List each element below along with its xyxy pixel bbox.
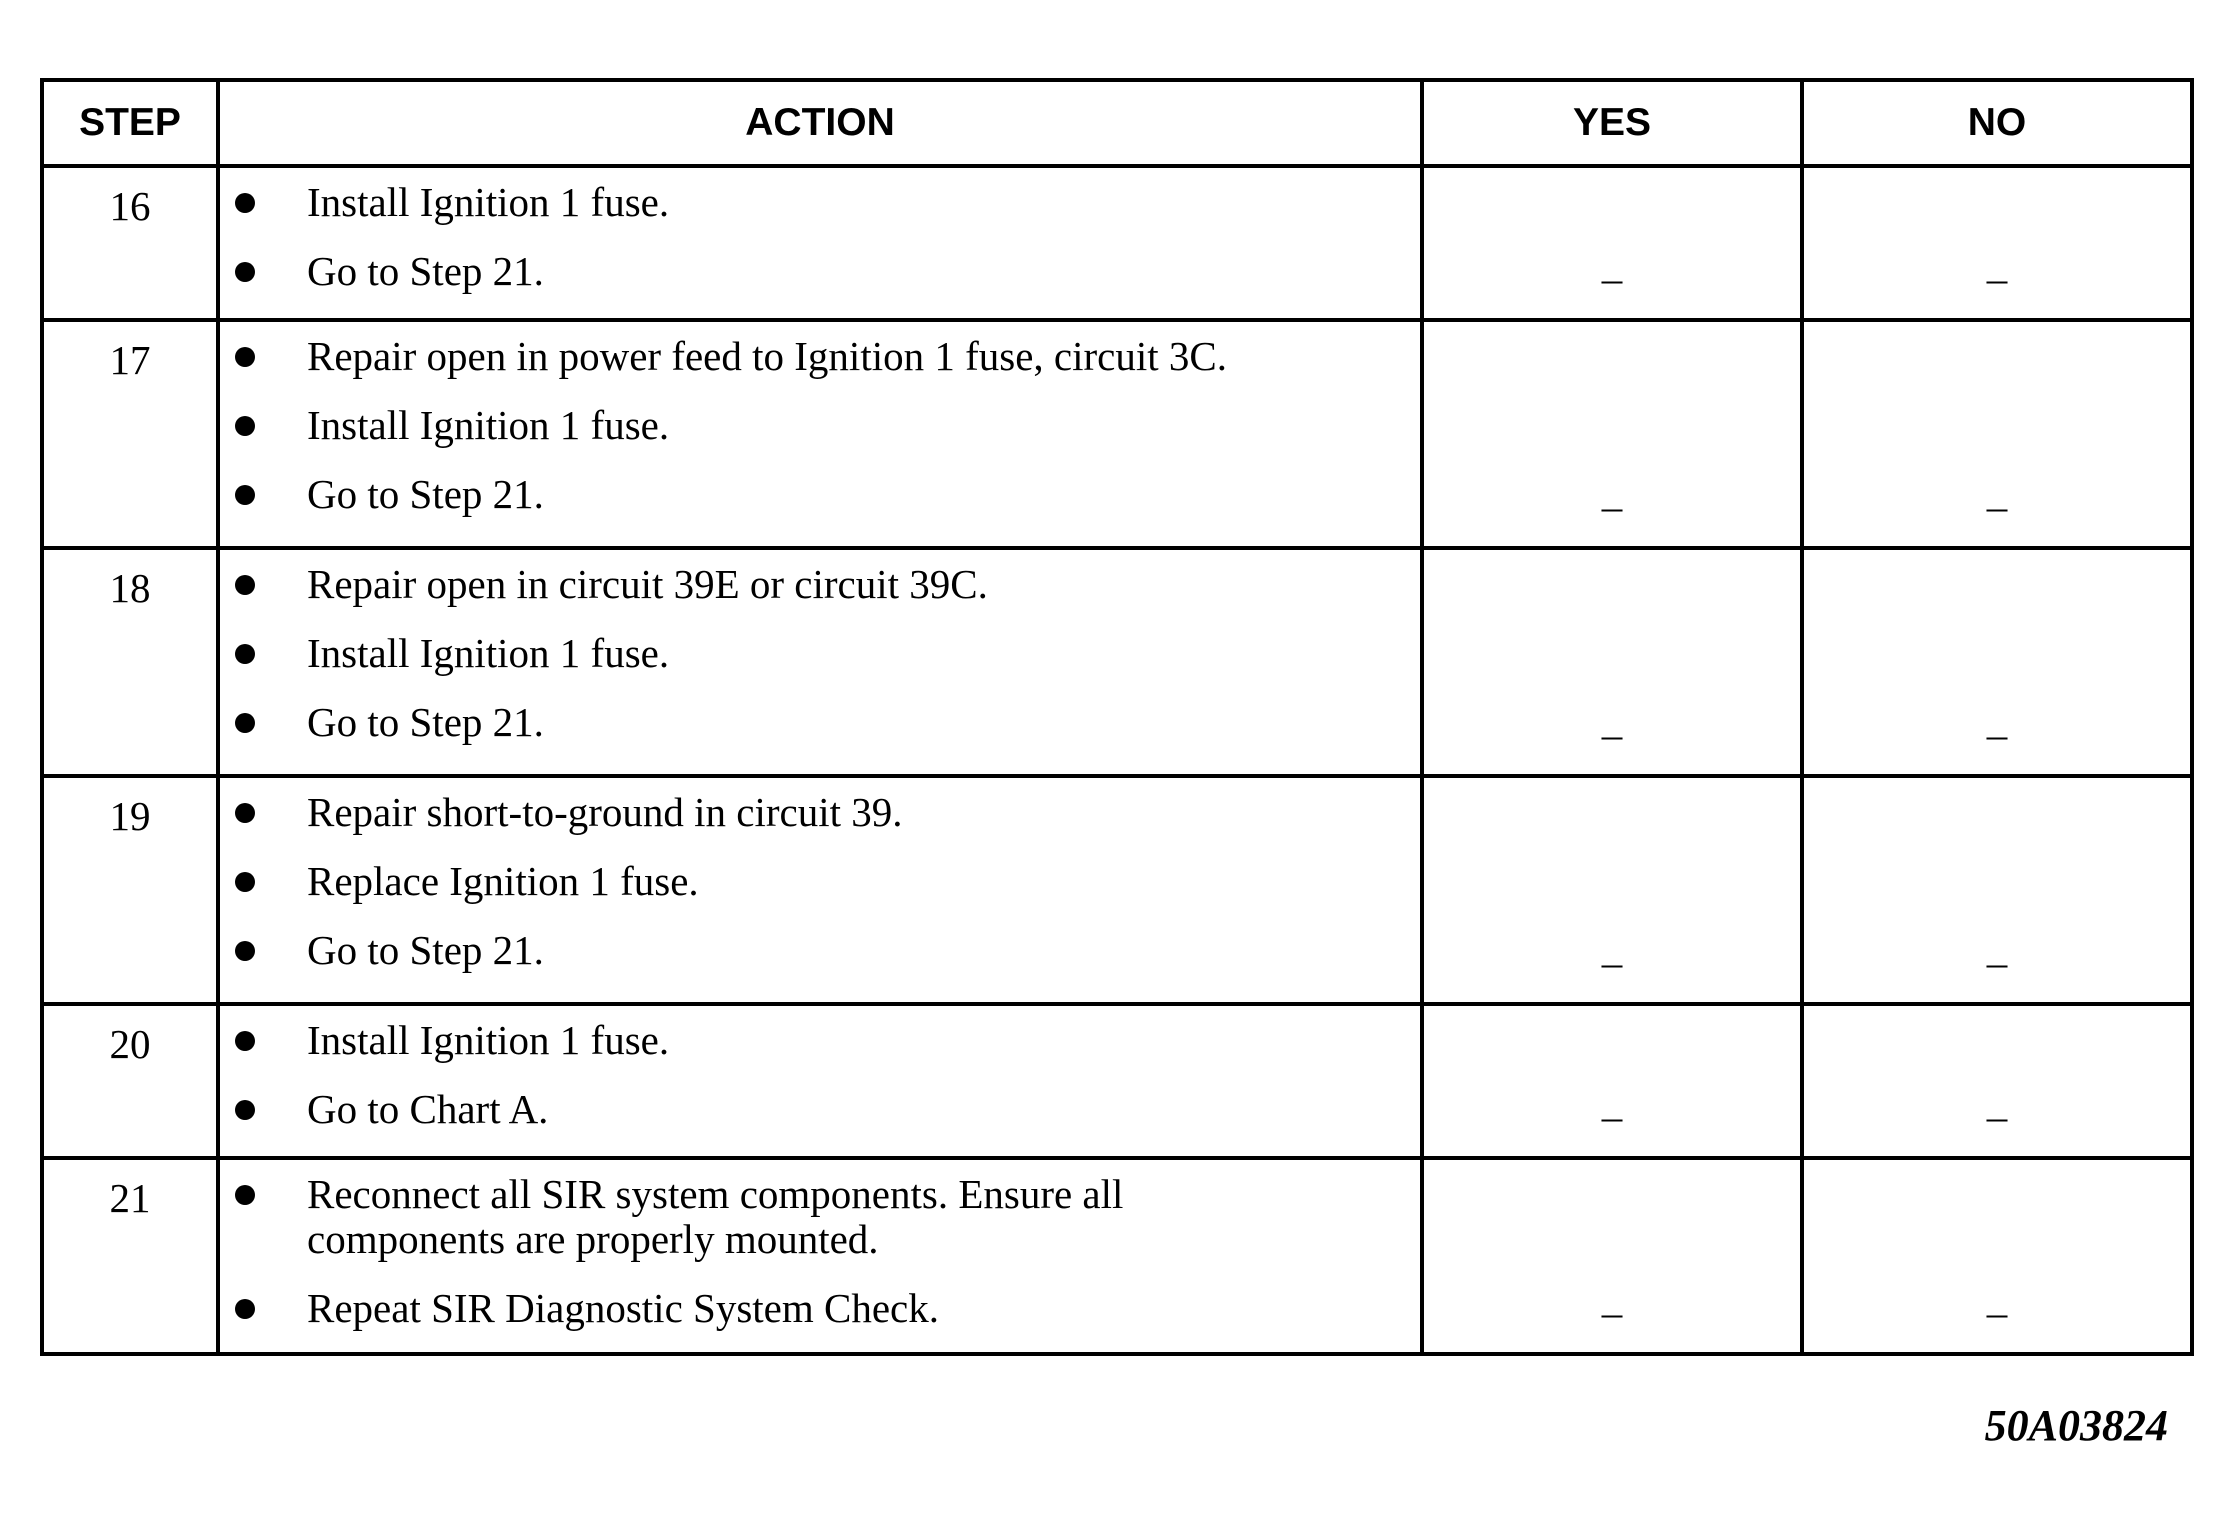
step-number: 17 [42,320,218,548]
table-row [42,1004,2192,1158]
figure-code: 50A03824 [1984,1401,2168,1450]
action-item [220,1286,1420,1331]
header-action: ACTION [218,80,1422,166]
bullet-icon [235,803,255,823]
step-number: 21 [42,1158,218,1354]
action-text: Go to Step 21. [307,927,544,973]
bullet-icon [235,1031,255,1051]
action-item [220,249,1420,294]
action-item [220,472,1420,517]
action-text: Replace Ignition 1 fuse. [307,858,699,904]
no-cell: – [1802,1004,2192,1158]
bullet-icon [235,485,255,505]
action-cell [218,1158,1422,1354]
step-number: 19 [42,776,218,1004]
action-text: Install Ignition 1 fuse. [307,630,670,676]
yes-cell: – [1422,320,1802,548]
bullet-icon [235,347,255,367]
bullet-icon [235,1185,255,1205]
step-number: 20 [42,1004,218,1158]
yes-cell: – [1422,166,1802,320]
action-item [220,180,1420,225]
yes-cell: – [1422,776,1802,1004]
bullet-icon [235,416,255,436]
table-row [42,320,2192,548]
action-text: Reconnect all SIR system components. Ensure all components are properly mounted. [307,1171,1124,1262]
diagnostic-table [40,78,2194,1356]
action-item [220,700,1420,745]
table-row [42,776,2192,1004]
no-cell: – [1802,166,2192,320]
bullet-icon [235,872,255,892]
action-cell [218,320,1422,548]
action-item [220,1172,1420,1262]
action-cell [218,776,1422,1004]
yes-cell: – [1422,1004,1802,1158]
action-text: Repair open in circuit 39E or circuit 39C. [307,561,988,607]
header-step: STEP [42,80,218,166]
header-no: NO [1802,80,2192,166]
action-text: Repair short-to-ground in circuit 39. [307,789,903,835]
action-cell [218,1004,1422,1158]
action-text: Install Ignition 1 fuse. [307,179,670,225]
action-item [220,790,1420,835]
action-text: Install Ignition 1 fuse. [307,402,670,448]
no-cell: – [1802,1158,2192,1354]
yes-cell: – [1422,1158,1802,1354]
header-row [42,80,2192,166]
no-cell: – [1802,548,2192,776]
action-cell [218,548,1422,776]
action-text: Go to Chart A. [307,1086,549,1132]
bullet-icon [235,713,255,733]
no-cell: – [1802,320,2192,548]
action-text: Repeat SIR Diagnostic System Check. [307,1285,939,1331]
action-item [220,859,1420,904]
action-item [220,1018,1420,1063]
bullet-icon [235,193,255,213]
table-row [42,1158,2192,1354]
action-item [220,334,1420,379]
bullet-icon [235,262,255,282]
step-number: 16 [42,166,218,320]
bullet-icon [235,644,255,664]
action-item [220,403,1420,448]
header-yes: YES [1422,80,1802,166]
action-text: Go to Step 21. [307,471,544,517]
action-text: Go to Step 21. [307,248,544,294]
action-item [220,631,1420,676]
table-row [42,548,2192,776]
action-text: Install Ignition 1 fuse. [307,1017,670,1063]
action-text: Repair open in power feed to Ignition 1 fuse, circuit 3C. [307,333,1227,379]
action-item [220,562,1420,607]
action-item [220,1087,1420,1132]
table-row [42,166,2192,320]
action-text: Go to Step 21. [307,699,544,745]
step-number: 18 [42,548,218,776]
action-item [220,928,1420,973]
bullet-icon [235,1100,255,1120]
bullet-icon [235,1299,255,1319]
bullet-icon [235,575,255,595]
no-cell: – [1802,776,2192,1004]
bullet-icon [235,941,255,961]
action-cell [218,166,1422,320]
yes-cell: – [1422,548,1802,776]
